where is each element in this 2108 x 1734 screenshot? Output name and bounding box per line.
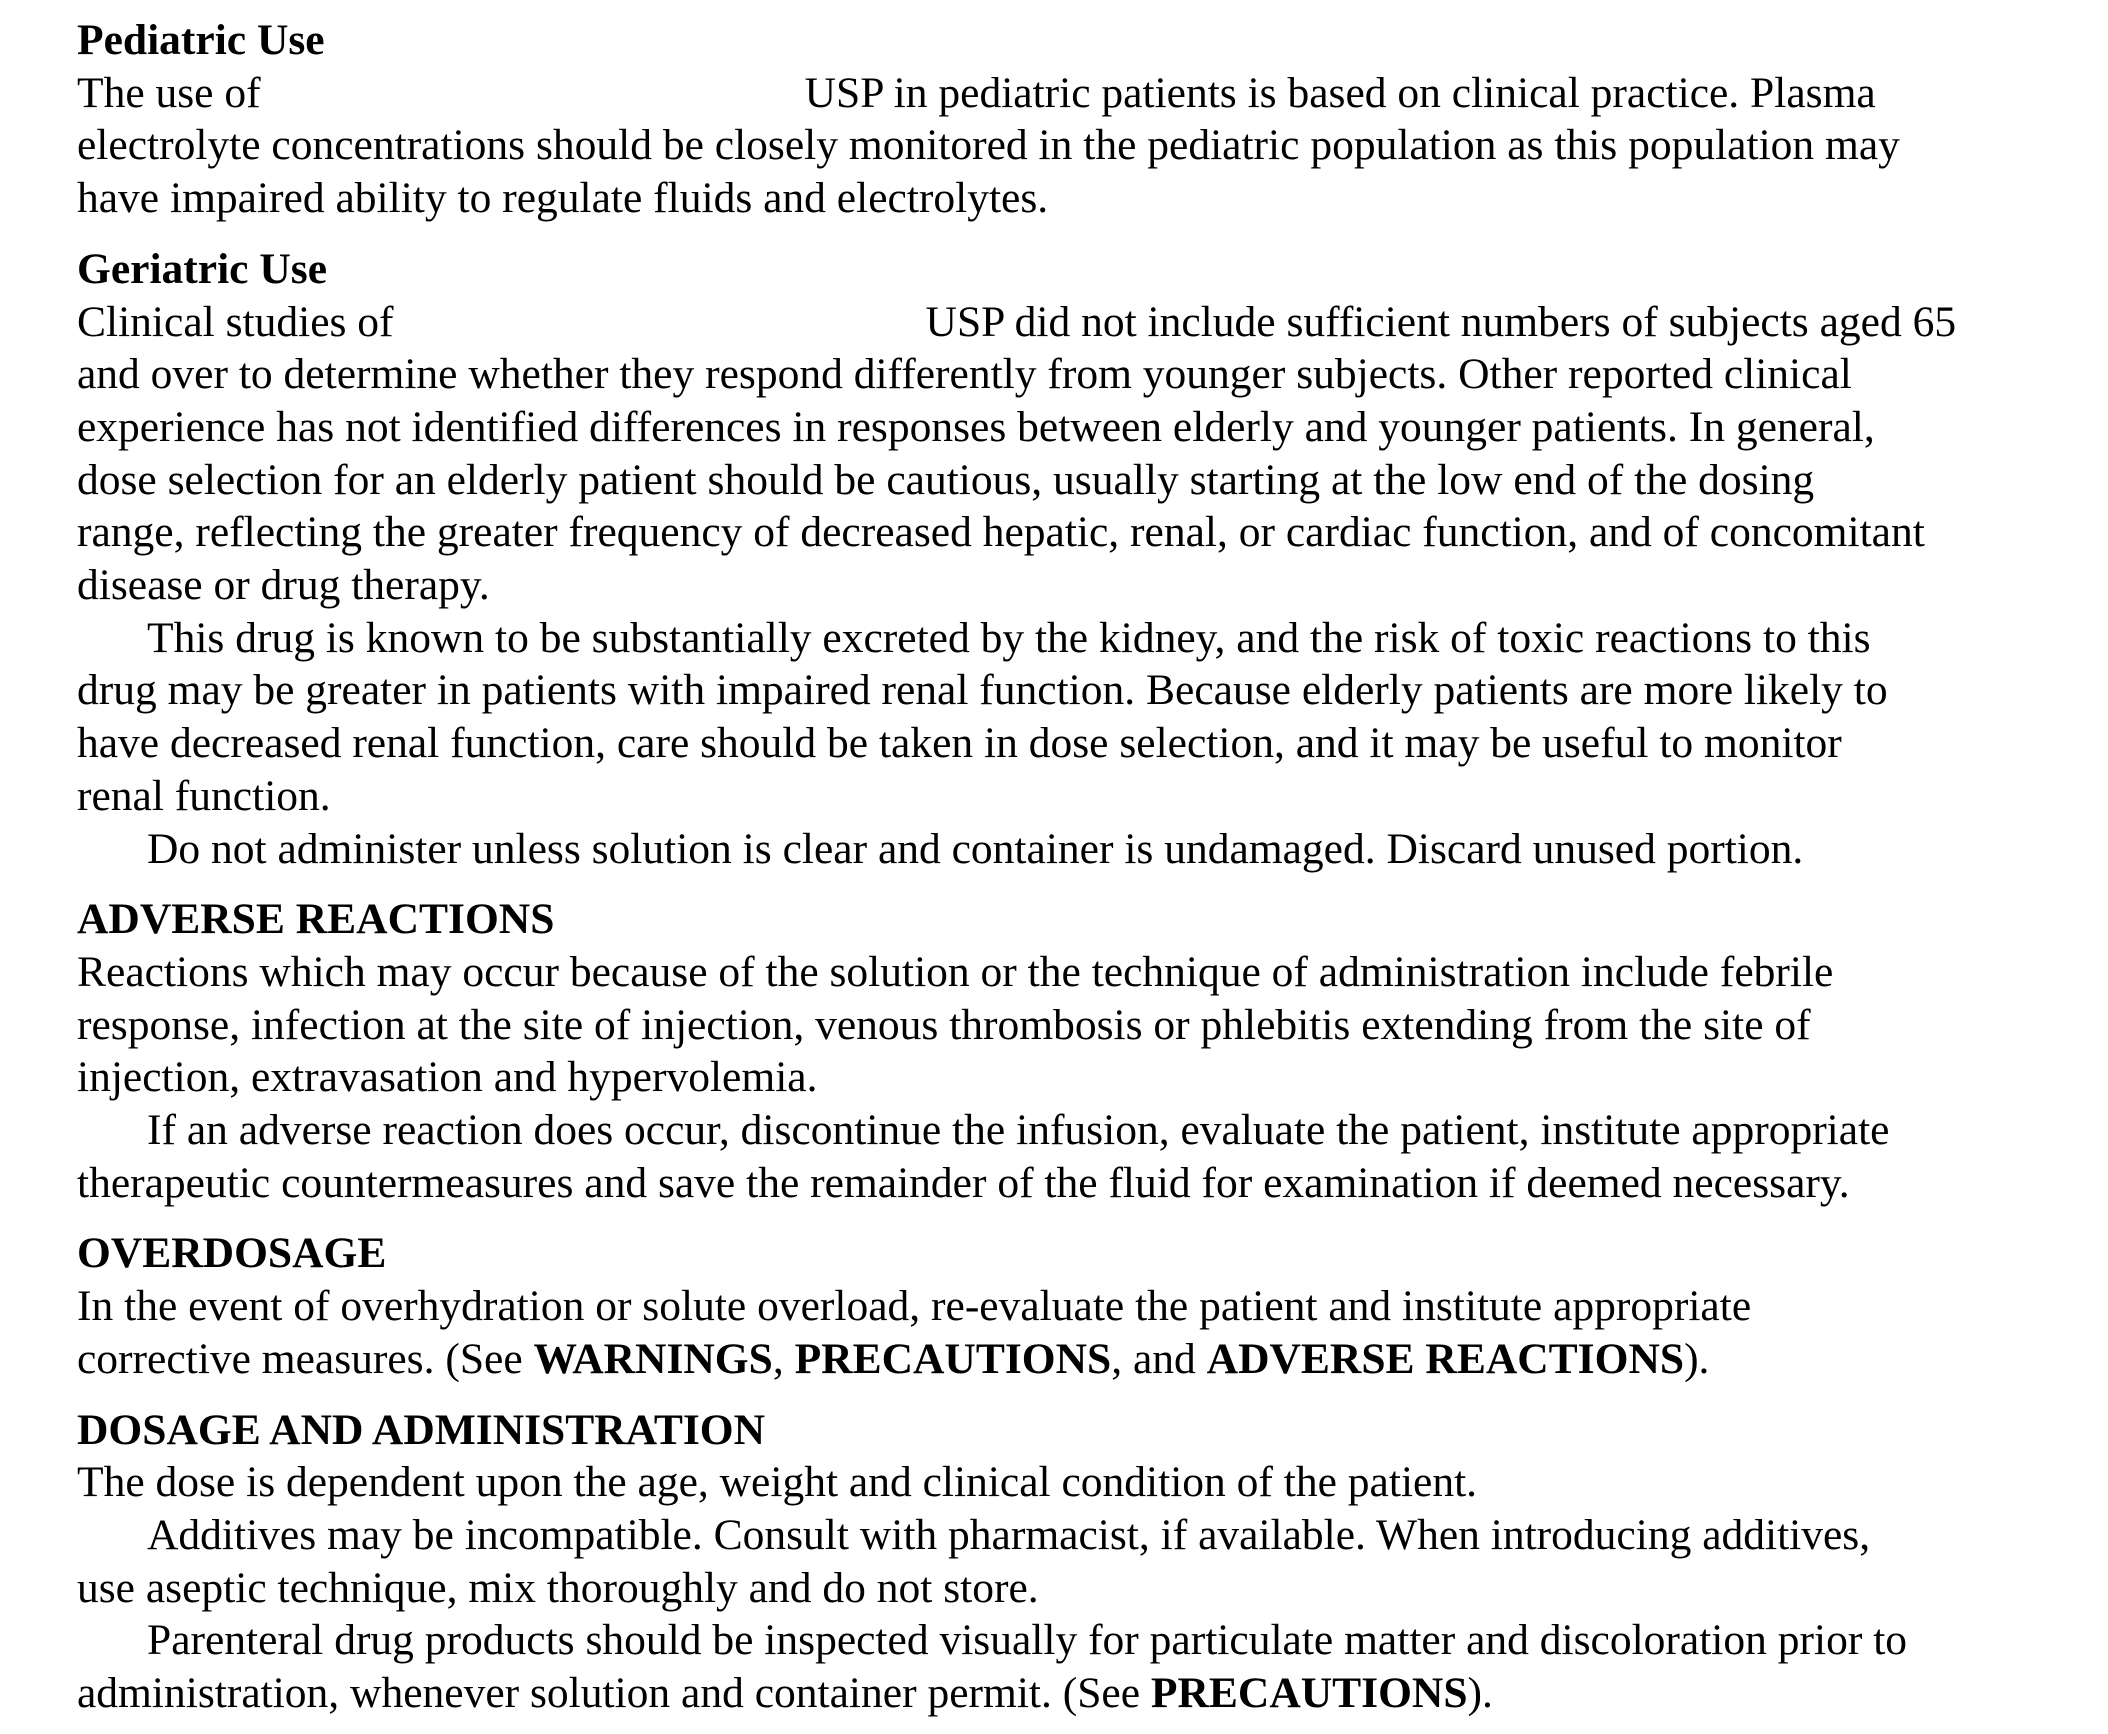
section-heading: DOSAGE AND ADMINISTRATION [77,1405,766,1454]
section-heading: Pediatric Use [77,16,325,64]
section-overdosage [77,1227,2077,1385]
cross-reference-warnings: WARNINGS [533,1334,773,1383]
text-line: dose selection for an elderly patient should be cautious, usually starting at the low end of the dosing [77,455,1815,504]
text-line: administration, whenever solution and container permit. (See PRECAUTIONS). [77,1669,1493,1718]
text-line: Clinical studies of USP did not include sufficient numbers of subjects aged 65 [77,297,1957,346]
text-line: Additives may be incompatible. Consult with pharmacist, if available. When introducing additives, [147,1510,1871,1559]
document-page [77,14,2077,1720]
text-line: range, reflecting the greater frequency of decreased hepatic, renal, or cardiac function, and of concomitant [77,508,1925,557]
text-line: Reactions which may occur because of the solution or the technique of administration include febrile [77,947,1834,996]
text-line: Parenteral drug products should be inspected visually for particulate matter and discoloration prior to [147,1616,1908,1665]
text-line: experience has not identified differences in responses between elderly and younger patients. In general, [77,402,1875,451]
text-line: Do not administer unless solution is clear and container is undamaged. Discard unused portion. [147,824,1804,873]
section-geriatric-use [77,243,2077,875]
section-pediatric-use [77,14,2077,225]
section-heading: OVERDOSAGE [77,1229,387,1278]
text-line: therapeutic countermeasures and save the remainder of the fluid for examination if deemed necessary. [77,1158,1850,1207]
section-heading: Geriatric Use [77,244,327,293]
cross-reference-precautions: PRECAUTIONS [1150,1669,1468,1718]
cross-reference-precautions: PRECAUTIONS [794,1334,1112,1383]
text-line: have decreased renal function, care should be taken in dose selection, and it may be useful to monitor [77,719,1842,768]
text-line: The dose is dependent upon the age, weight and clinical condition of the patient. [77,1458,1478,1507]
text-line: injection, extravasation and hypervolemia. [77,1053,818,1102]
text-line: If an adverse reaction does occur, discontinue the infusion, evaluate the patient, institute appropriate [147,1106,1890,1155]
text-line: use aseptic technique, mix thoroughly and do not store. [77,1563,1039,1612]
text-line: have impaired ability to regulate fluids and electrolytes. [77,174,1049,223]
text-line: drug may be greater in patients with impaired renal function. Because elderly patients are more likely to [77,666,1888,715]
text-line: The use of USP in pediatric patients is based on clinical practice. Plasma [77,68,1876,117]
text-line: This drug is known to be substantially excreted by the kidney, and the risk of toxic reactions to this [147,613,1871,662]
text-line: renal function. [77,771,331,820]
text-line: In the event of overhydration or solute overload, re-evaluate the patient and institute appropriate [77,1282,1752,1331]
cross-reference-adverse-reactions: ADVERSE REACTIONS [1206,1334,1685,1383]
section-adverse-reactions [77,893,2077,1209]
text-line: and over to determine whether they respond differently from younger subjects. Other reported clinical [77,350,1852,399]
section-heading: ADVERSE REACTIONS [77,895,555,944]
section-dosage-administration [77,1404,2077,1720]
text-line: disease or drug therapy. [77,561,490,610]
text-line: response, infection at the site of injection, venous thrombosis or phlebitis extending from the site of [77,1000,1811,1049]
text-line: electrolyte concentrations should be closely monitored in the pediatric population as this population may [77,121,1900,170]
text-line: corrective measures. (See WARNINGS, PRECAUTIONS, and ADVERSE REACTIONS). [77,1334,1710,1383]
